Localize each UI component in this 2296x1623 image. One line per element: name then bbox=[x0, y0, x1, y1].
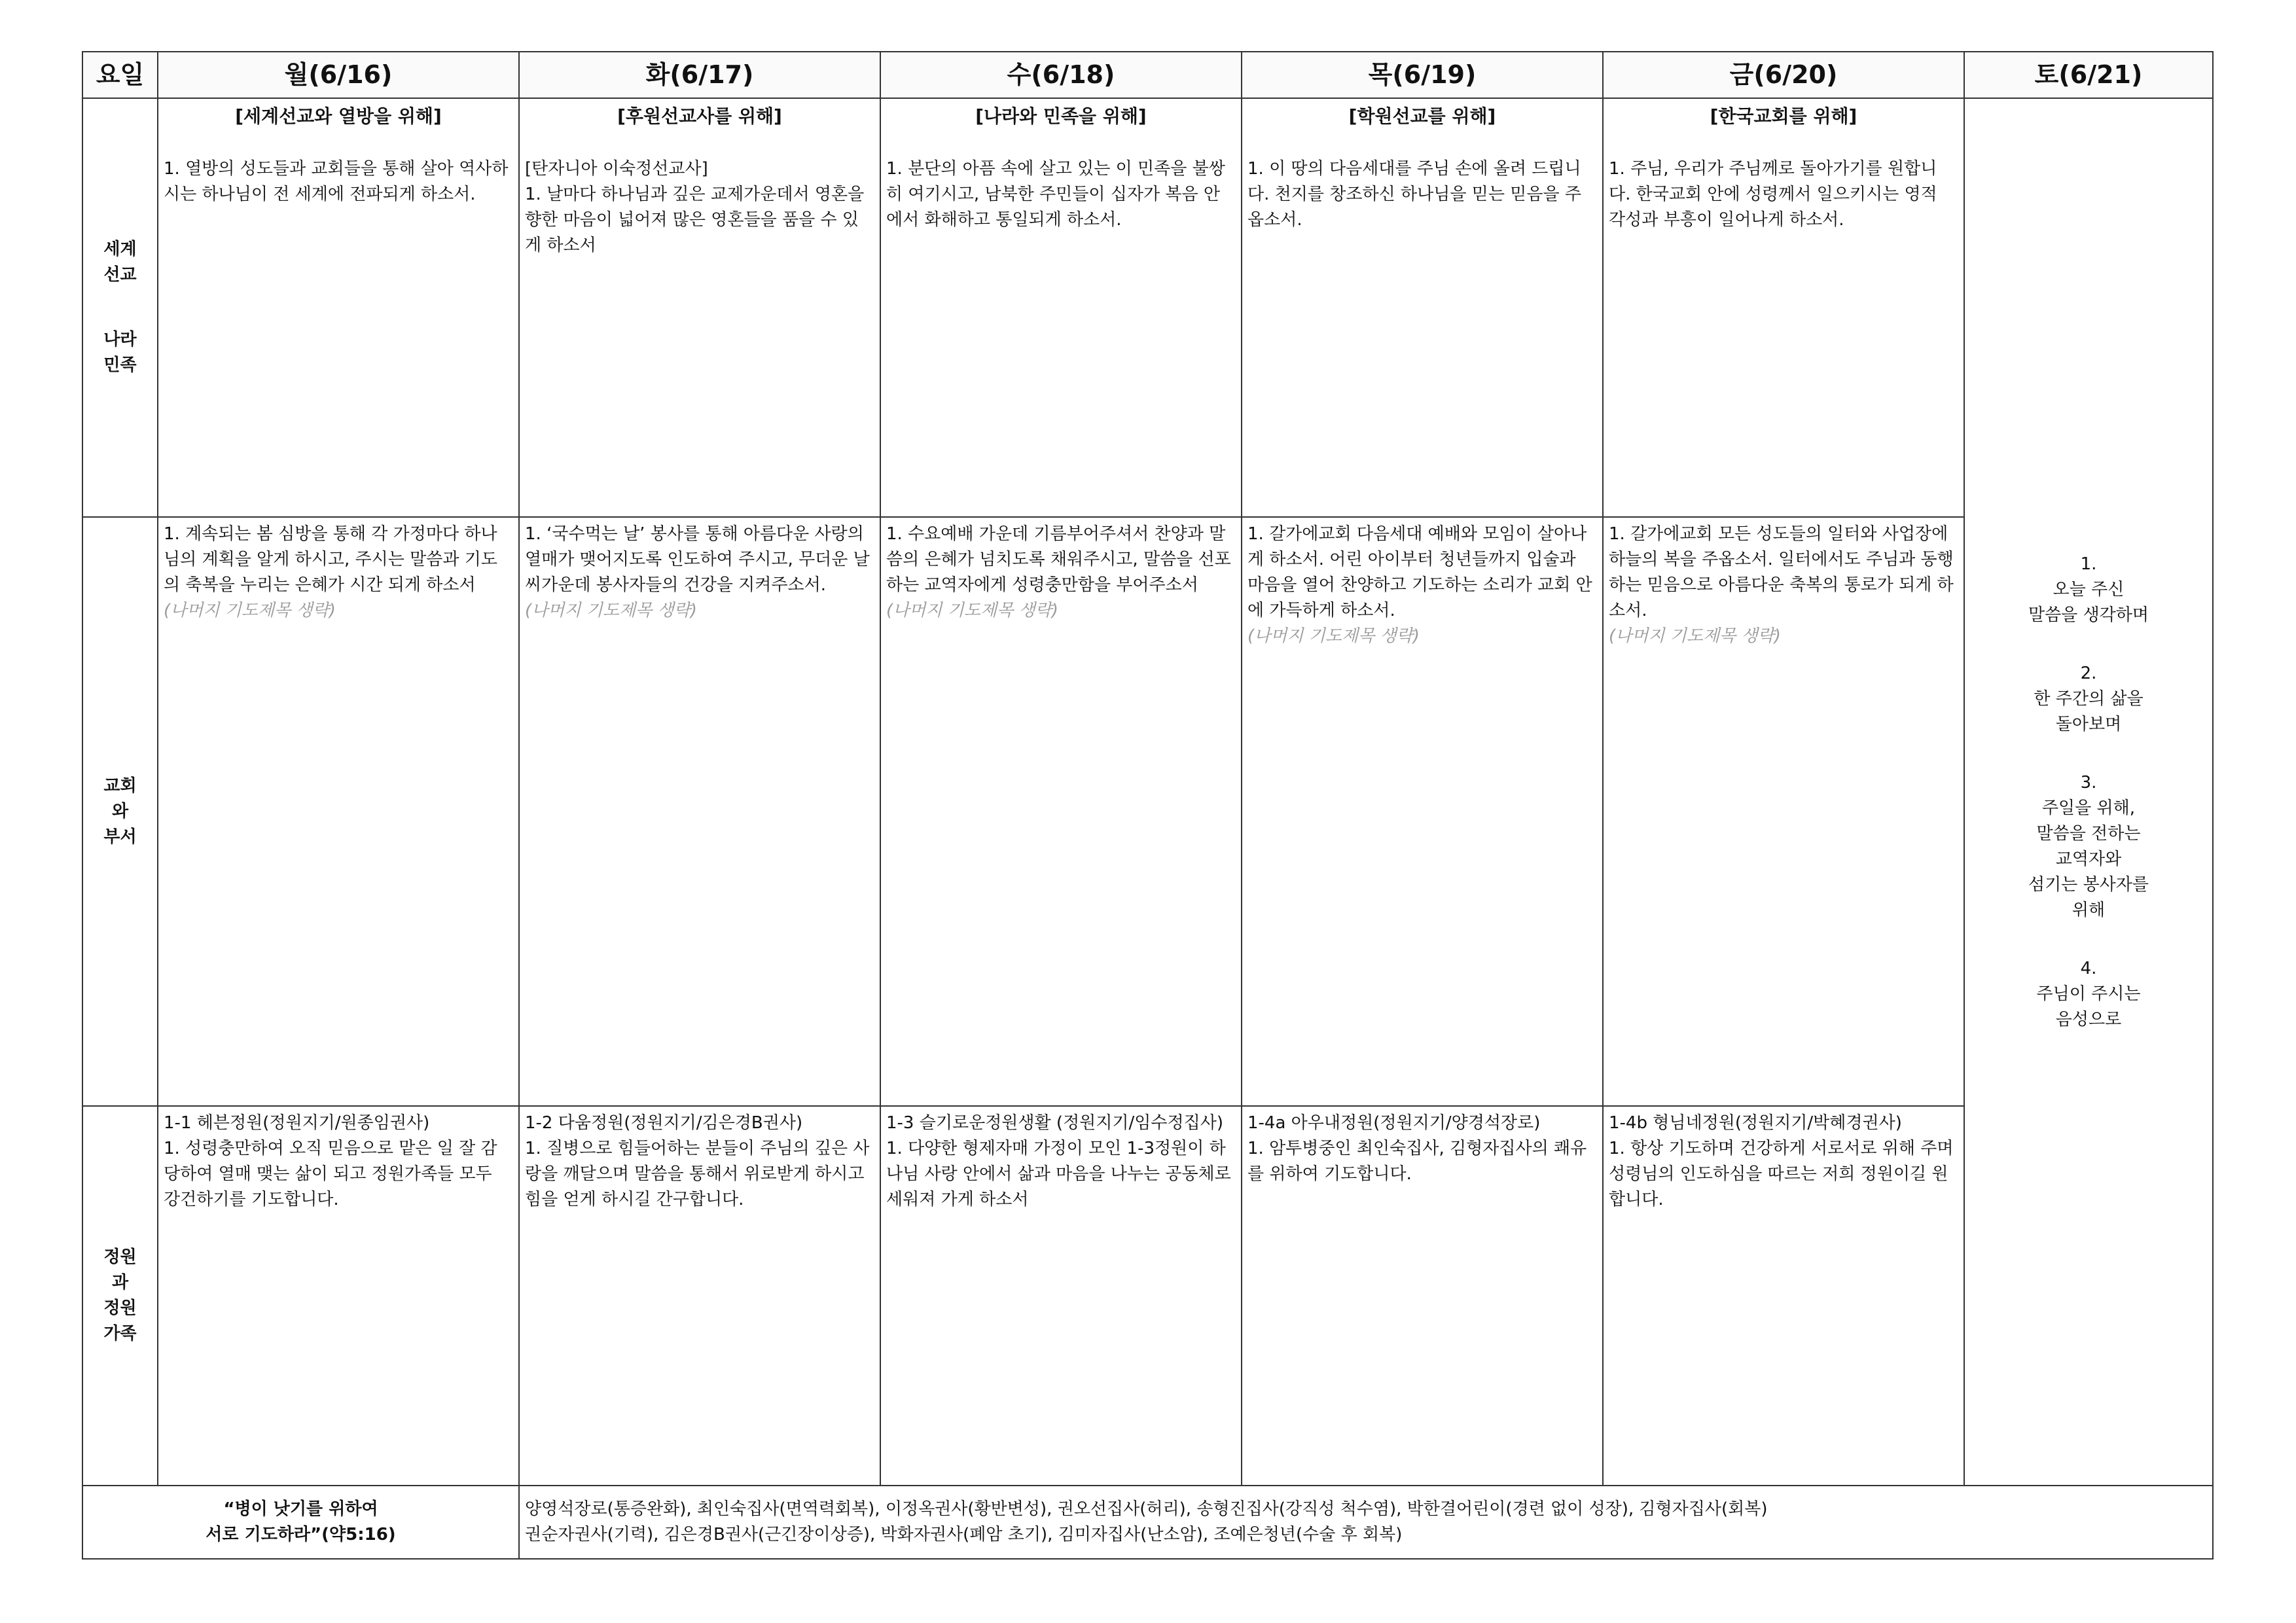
church-thu: 1. 갈가에교회 다음세대 예배와 모임이 살아나게 하소서. 어린 아이부터 청년들까지 입술과 마음을 열어 찬양하고 기도하는 소리가 교회 안에 가득하게 하소서. (나머지 기도제목 생략) bbox=[1242, 517, 1603, 1106]
world-row bbox=[82, 98, 2213, 517]
row-label-garden: 정원 과 정원 가족 bbox=[82, 1106, 158, 1486]
church-tue: 1. ‘국수먹는 날’ 봉사를 통해 아름다운 사랑의 열매가 맺어지도록 인도하여 주시고, 무더운 날씨가운데 봉사자들의 건강을 지켜주소서. (나머지 기도제목 생략) bbox=[519, 517, 880, 1106]
world-wed: [나라와 민족을 위해] 1. 분단의 아픔 속에 살고 있는 이 민족을 불쌍히 여기시고, 남북한 주민들이 십자가 복음 안에서 화해하고 통일되게 하소서. bbox=[880, 98, 1242, 517]
world-tue: [후원선교사를 위해] [탄자니아 이숙정선교사] 1. 날마다 하나님과 깊은 교제가운데서 영혼을 향한 마음이 넓어져 많은 영혼들을 품을 수 있게 하소서 bbox=[519, 98, 880, 517]
sick-list-cell: 양영석장로(통증완화), 최인숙집사(면역력회복), 이정옥권사(황반변성), 권오선집사(허리), 송형진집사(강직성 척수염), 박한결어린이(경련 없이 성장), 김형자집사(회복) 권순자권사(기력), 김은경B권사(근긴장이상증), 박화자권사(폐암 초기), 김미자집사(난소암), 조예은청년(수술 후 회복) bbox=[519, 1486, 2213, 1559]
world-mon: [세계선교와 열방을 위해] 1. 열방의 성도들과 교회들을 통해 살아 역사하시는 하나님이 전 세계에 전파되게 하소서. bbox=[158, 98, 519, 517]
garden-mon: 1-1 헤븐정원(정원지기/원종임권사) 1. 성령충만하여 오직 믿음으로 맡은 일 잘 감당하여 열매 맺는 삶이 되고 정원가족들 모두 강건하기를 기도합니다. bbox=[158, 1106, 519, 1486]
garden-thu: 1-4a 아우내정원(정원지기/양경석장로) 1. 암투병중인 최인숙집사, 김형자집사의 쾌유를 위하여 기도합니다. bbox=[1242, 1106, 1603, 1486]
prayer-schedule-table bbox=[82, 51, 2214, 1560]
garden-wed: 1-3 슬기로운정원생활 (정원지기/임수정집사) 1. 다양한 형제자매 가정이 모인 1-3정원이 하나님 사랑 안에서 삶과 마음을 나누는 공동체로 세워져 가게 하소서 bbox=[880, 1106, 1242, 1486]
row-label-world: 세계 선교 나라 민족 bbox=[82, 98, 158, 517]
church-wed: 1. 수요예배 가운데 기름부어주셔서 찬양과 말씀의 은혜가 넘치도록 채워주시고, 말씀을 선포하는 교역자에게 성령충만함을 부어주소서 (나머지 기도제목 생략) bbox=[880, 517, 1242, 1106]
header-row bbox=[82, 52, 2213, 98]
row-label-church: 교회 와 부서 bbox=[82, 517, 158, 1106]
footer-row bbox=[82, 1486, 2213, 1559]
garden-tue: 1-2 다움정원(정원지기/김은경B권사) 1. 질병으로 힘들어하는 분들이 주님의 깊은 사랑을 깨달으며 말씀을 통해서 위로받게 하시고 힘을 얻게 하시길 간구합니다. bbox=[519, 1106, 880, 1486]
day-thu: 목(6/19) bbox=[1242, 52, 1603, 98]
day-mon: 월(6/16) bbox=[158, 52, 519, 98]
day-sat: 토(6/21) bbox=[1964, 52, 2213, 98]
day-tue: 화(6/17) bbox=[519, 52, 880, 98]
weekday-label: 요일 bbox=[82, 52, 158, 98]
day-wed: 수(6/18) bbox=[880, 52, 1242, 98]
garden-row bbox=[82, 1106, 2213, 1486]
saturday-column: 1. 오늘 주신 말씀을 생각하며 2. 한 주간의 삶을 돌아보며 3. 주일을 위해, 말씀을 전하는 교역자와 섬기는 봉사자를 위해 4. 주님이 주시는 음성으로 bbox=[1964, 98, 2213, 1486]
church-mon: 1. 계속되는 봄 심방을 통해 각 가정마다 하나님의 계획을 알게 하시고, 주시는 말씀과 기도의 축복을 누리는 은혜가 시간 되게 하소서 (나머지 기도제목 생략) bbox=[158, 517, 519, 1106]
verse-cell: “병이 낫기를 위하여 서로 기도하라”(약5:16) bbox=[82, 1486, 519, 1559]
world-fri: [한국교회를 위해] 1. 주님, 우리가 주님께로 돌아가기를 원합니다. 한국교회 안에 성령께서 일으키시는 영적 각성과 부흥이 일어나게 하소서. bbox=[1603, 98, 1964, 517]
church-row bbox=[82, 517, 2213, 1106]
world-thu: [학원선교를 위해] 1. 이 땅의 다음세대를 주님 손에 올려 드립니다. 천지를 창조하신 하나님을 믿는 믿음을 주옵소서. bbox=[1242, 98, 1603, 517]
day-fri: 금(6/20) bbox=[1603, 52, 1964, 98]
church-fri: 1. 갈가에교회 모든 성도들의 일터와 사업장에 하늘의 복을 주옵소서. 일터에서도 주님과 동행하는 믿음으로 아름다운 축복의 통로가 되게 하소서. (나머지 기도제목 생략) bbox=[1603, 517, 1964, 1106]
garden-fri: 1-4b 형님네정원(정원지기/박혜경권사) 1. 항상 기도하며 건강하게 서로서로 위해 주며 성령님의 인도하심을 따르는 저희 정원이길 원합니다. bbox=[1603, 1106, 1964, 1486]
